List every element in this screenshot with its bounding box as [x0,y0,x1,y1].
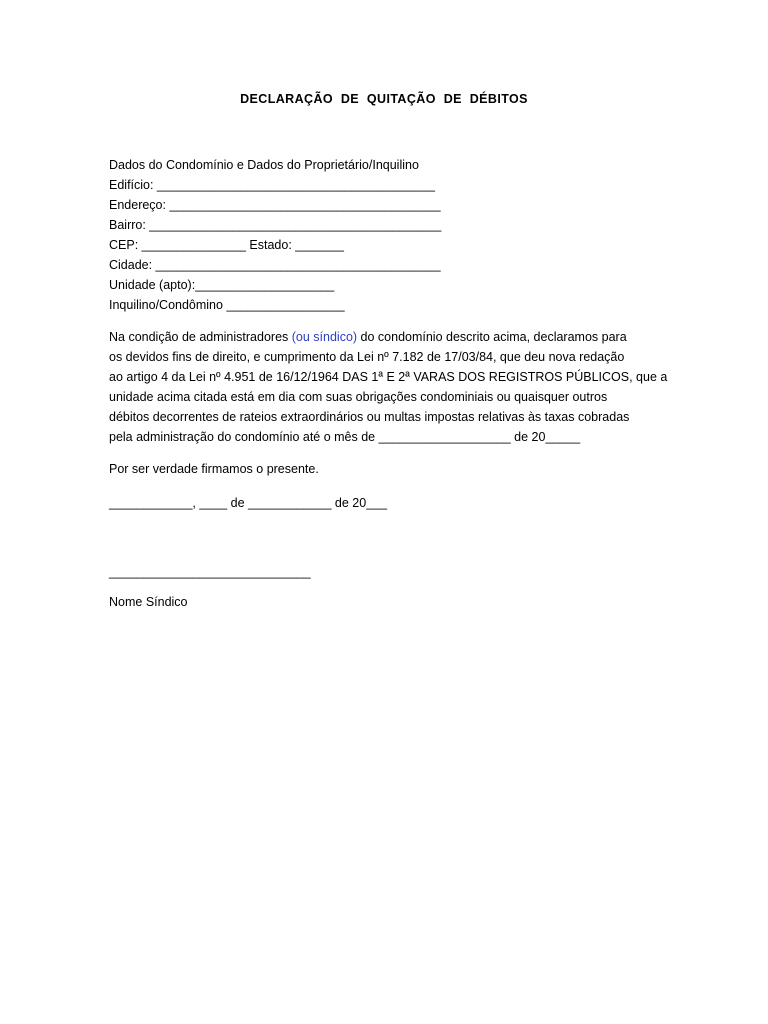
paragraph-line [109,327,649,347]
section-heading: Dados do Condomínio e Dados do Proprietário/Inquilino [109,158,419,172]
paragraph-line: pela administração do condomínio até o mês de ___________________ de 20_____ [109,430,581,444]
field-inquilino: Inquilino/Condômino _________________ [109,298,345,312]
signature-line: _____________________________ [109,565,311,579]
date-line: ____________, ____ de ____________ de 20___ [109,496,388,510]
field-bairro: Bairro: __________________________________________ [109,218,442,232]
field-cidade: Cidade: _________________________________________ [109,258,441,272]
paragraph-line: os devidos fins de direito, e cumprimento da Lei nº 7.182 de 17/03/84, que deu nova redação [109,350,625,364]
paragraph-text: do condomínio descrito acima, declaramos para [357,330,627,344]
field-unidade: Unidade (apto):____________________ [109,278,335,292]
owner-data-section [109,155,441,315]
closing-statement: Por ser verdade firmamos o presente. [109,462,319,476]
paragraph-line: ao artigo 4 da Lei nº 4.951 de 16/12/1964 DAS 1ª E 2ª VARAS DOS REGISTROS PÚBLICOS, que a [109,370,668,384]
document-title: DECLARAÇÃO DE QUITAÇÃO DE DÉBITOS [240,92,528,106]
paragraph-line: unidade acima citada está em dia com suas obrigações condominiais ou quaisquer outros [109,390,608,404]
highlighted-text: (ou síndico) [291,330,358,344]
field-cep-estado: CEP: _______________ Estado: _______ [109,238,344,252]
field-edificio: Edifício: ________________________________________ [109,178,436,192]
declaration-paragraph [109,327,668,447]
paragraph-line: débitos decorrentes de rateios extraordinários ou multas impostas relativas às taxas cobradas [109,410,630,424]
field-endereco: Endereço: _______________________________________ [109,198,441,212]
signatory-name: Nome Síndico [109,595,188,609]
paragraph-text: Na condição de administradores [109,330,292,344]
